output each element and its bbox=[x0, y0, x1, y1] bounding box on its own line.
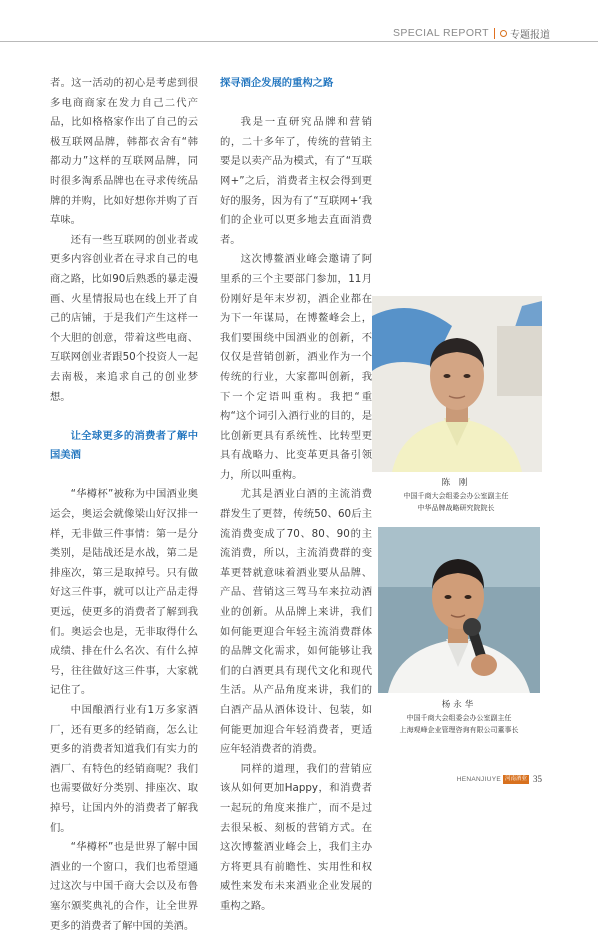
magazine-badge: 河南酒业 bbox=[504, 775, 527, 782]
paragraph: “华樽杯”被称为中国酒业奥运会，奥运会就像梁山好汉排一样，无非做三件事情：第一是分类别，是陆战还是水战，第二是排座次，第三是取掉号。只有做好这三件事，就可以让产品走得更远，使更多的消费者了解到我们。奥运会也是，无非取得什么成绩、排在什么名次、有什么掉号，往往做好这三件事，大家就记住了。 bbox=[50, 488, 198, 697]
circle-bullet-icon bbox=[500, 30, 507, 37]
section-heading: 探寻酒企发展的重构之路 bbox=[220, 77, 334, 89]
section-title-cn: 专题报道 bbox=[510, 29, 550, 41]
person-title: 中国千商大会组委会办公室副主任 bbox=[403, 492, 509, 500]
photo-caption bbox=[364, 699, 554, 736]
section-title-en: SPECIAL REPORT bbox=[392, 27, 489, 39]
spacer bbox=[220, 94, 372, 114]
paragraph: 还有一些互联网的创业者或更多内容创业者在寻求自己的电商之路，比如90后熟悉的暴走漫画、火星情报局也在线上开了自己的店铺，于是我们产生这样一个大胆的创意，带着这些电商、互联网创业者跟50个投资人一起去南极，来追求自己的创业梦想。 bbox=[50, 233, 198, 403]
person-name: 陈 刚 bbox=[441, 478, 471, 488]
photo-caption bbox=[361, 477, 551, 514]
spacer bbox=[50, 466, 198, 486]
spacer bbox=[50, 407, 198, 427]
page-number: 35 bbox=[533, 774, 542, 784]
paragraph: 这次博鳌酒业峰会邀请了阿里系的三个主要部门参加，11月份刚好是年末岁初，酒企业都在为下一年谋局，在博鳌峰会上，我们要围绕中国酒业的创新，不仅仅是营销创新，酒业作为一个传统的行业，大家都叫创新，我下一个定语叫重构。我把“重构“这个词引入酒行业的目的，是比创新更具有系统性、比转型更具有战略力、比变革更具备引领力，所以叫重构。 bbox=[220, 253, 372, 481]
magazine-name: HENANJIUYE bbox=[456, 775, 501, 783]
header-divider bbox=[494, 28, 495, 39]
person-title: 中国千商大会组委会办公室副主任 bbox=[406, 714, 512, 722]
portrait-illustration bbox=[372, 296, 542, 472]
page-footer bbox=[457, 774, 542, 784]
paragraph: 者。这一活动的初心是考虑到很多电商商家在发力自己二代产品，比如格格家作出了自己的云极互联网品牌，韩都衣舍有“韩都动力”这样的互联网品牌，同时很多淘系品牌也在寻求传统品牌的并购，比如好想你并购了百草味。 bbox=[50, 77, 198, 227]
portrait-photo-chen-gang bbox=[372, 296, 542, 472]
header-rule bbox=[0, 41, 598, 42]
person-title: 上海观峰企业管理咨询有限公司董事长 bbox=[399, 725, 519, 734]
paragraph: 同样的道理，我们的营销应该从如何更加Happy，和消费者一起玩的角度来推广，而不是过去很呆板、刻板的营销方式。在这次博鳌酒业峰会上，我们主办方将更具有前瞻性、实用性和权威性来发布未来酒业企业发展的重构之路。 bbox=[220, 762, 372, 912]
paragraph: 尤其是酒业白酒的主流消费群发生了更替，传统50、60后主流消费变成了70、80、90的主流消费，所以，主流消费群的变革更替就意味着酒业要从品牌、产品、营销这三驾马车来拉动酒业的创新。从品牌上来讲，我们如何能更迎合年轻主流消费群体的品牌文化需求，如何能够让我们的白酒更具有现代文化和现代生活。从产品角度来讲，我们的白酒产品从酒体设计、包装，如何能更加迎合年轻消费者，更适应年轻消费者的消费。 bbox=[220, 488, 372, 756]
page-header bbox=[393, 25, 550, 41]
text-column-middle bbox=[220, 74, 372, 917]
portrait-photo-yang-yonghua bbox=[378, 527, 540, 693]
paragraph: “华樽杯”也是世界了解中国酒业的一个窗口，我们也希望通过这次与中国千商大会以及布鲁塞尔颁奖典礼的合作，让全世界更多的消费者了解中国的美酒。 bbox=[50, 841, 198, 932]
section-heading: 让全球更多的消费者了解中国美酒 bbox=[50, 429, 198, 462]
paragraph: 我是一直研究品牌和营销的，二十多年了，传统的营销主要是以卖产品为模式，有了“互联网+”之后，消费者主权会得到更好的服务，因为有了“互联网+‘我们的企业可以更多地去直面消费者。 bbox=[220, 116, 372, 246]
portrait-illustration bbox=[378, 527, 540, 693]
person-title: 中华品牌战略研究院院长 bbox=[417, 503, 495, 512]
text-column-left bbox=[50, 74, 198, 936]
paragraph: 中国酿酒行业有1万多家酒厂，还有更多的经销商，怎么让更多的消费者知道我们有实力的酒厂、有特色的经销商呢？我们也需要做好分类别、排座次、取掉号，让国内外的消费者了解我们。 bbox=[50, 704, 198, 834]
person-name: 杨永华 bbox=[441, 700, 477, 710]
